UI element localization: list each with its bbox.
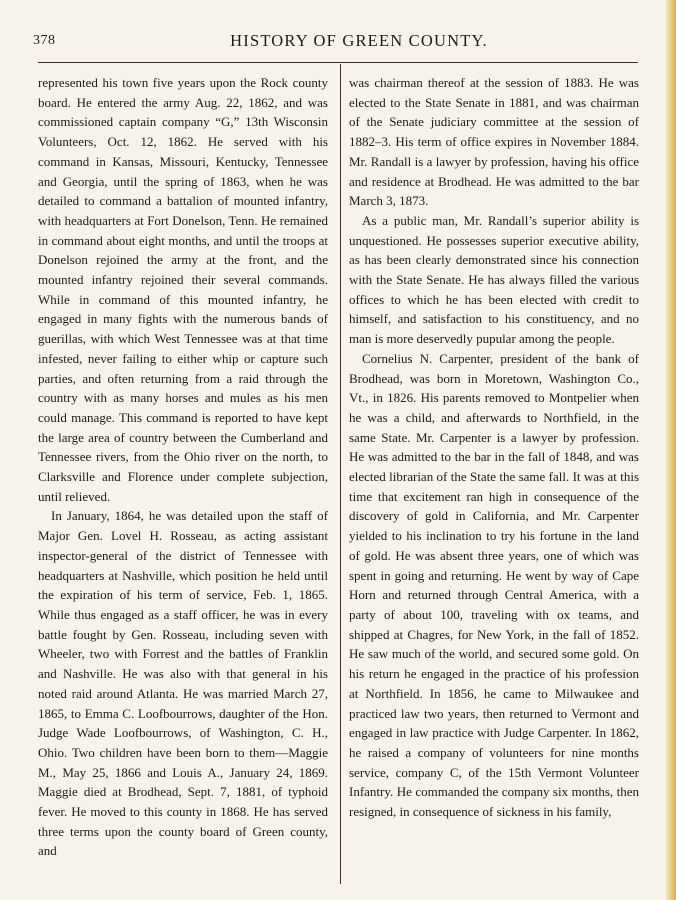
header-rule	[38, 62, 638, 63]
right-column	[349, 73, 639, 822]
column-divider	[340, 64, 341, 884]
running-title: HISTORY OF GREEN COUNTY.	[230, 31, 488, 50]
page-number: 378	[33, 33, 56, 48]
paragraph: was chairman thereof at the session of 1883. He was elected to the State Senate in 1881, and was chairman of the Senate judiciary committee at the session of 1882–3. His term of office expires in November 1884. Mr. Randall is a lawyer by profession, having his office and residence at Brodhead. He was admitted to the bar March 3, 1873.	[349, 75, 639, 209]
paragraph: As a public man, Mr. Randall’s superior ability is unquestioned. He possesses superior executive ability, as has been clearly demonstrated since his connection with the State Senate. He has always filled the various offices to which he has been elected with credit to himself, and satisfaction to his constituency, and no man is more deservedly pupular among the people.	[349, 212, 639, 347]
page-edge	[666, 0, 676, 900]
page-header	[33, 30, 645, 54]
left-column	[38, 73, 328, 861]
paragraph: represented his town five years upon the Rock county board. He entered the army Aug. 22, 1862, and was commissioned captain company “G,” 13th Wisconsin Volunteers, Oct. 12, 1862. He served with his command in Kansas, Missouri, Kentucky, Tennessee and Georgia, until the spring of 1863, when he was detailed to command a battalion of mounted infantry, with headquarters at Fort Donelson, Tenn. He remained in command about eight months, and until the troops at Donelson rejoined the army at the front, and the mounted infantry rejoined their several commands. While in command of this mounted infantry, he engaged in many fights with the numerous bands of guerillas, with which West Tennessee was at that time infested, never failing to either whip or capture such parties, and often returning from a raid through the country with as many horses and mules as his men could manage. This command is reported to have kept the large area of country between the Cumberland and Tennessee rivers, from the Ohio river on the north, to Clarksville and Florence under complete subjection, until relieved.	[38, 75, 328, 504]
paragraph: In January, 1864, he was detailed upon the staff of Major Gen. Lovel H. Rosseau, as acting assistant inspector-general of the district of Tennessee with headquarters at Nashville, which position he held until the expiration of his term of service, Feb. 1, 1865. While thus engaged as a staff officer, he was in every battle fought by Gen. Rosseau, including seven with Wheeler, two with Forrest and the battles of Franklin and Nashville. He was also with that general in his noted raid around Atlanta. He was married March 27, 1865, to Emma C. Loofbourrows, daughter of the Hon. Judge Wade Loofbourrows, of Washington, C. H., Ohio. Two children have been born to them—Maggie M., May 25, 1866 and Louis A., January 24, 1869. Maggie died at Brodhead, Sept. 7, 1881, of typhoid fever. He moved to this county in 1868. He has served three terms upon the county board of Green county, and	[38, 508, 328, 859]
paragraph: Cornelius N. Carpenter, president of the bank of Brodhead, was born in Moretown, Washington Co., Vt., in 1826. His parents removed to Montpelier when he was a child, and afterwards to Northfield, in the same State. Mr. Carpenter is a lawyer by profession. He was admitted to the bar in the fall of 1848, and was elected librarian of the State the same fall. It was at this time that excitement ran high in consequence of the discovery of gold in California, and Mr. Carpenter yielded to his inclination to try his fortune in the land of gold. He was absent three years, one of which was spent in going and returning. He went by way of Cape Horn and returned through Central America, with a party of about 100, traveling with ox teams, and shipped at Chagres, for New York, in the fall of 1852. He saw much of the world, and secured some gold. On his return he engaged in the practice of his profession at Northfield. In 1856, he came to Milwaukee and practiced law two years, then returned to Vermont and engaged in law practice with Judge Carpenter. In 1862, he raised a company of volunteers for nine months service, company C, of the 15th Vermont Volunteer Infantry. He commanded the company six months, then resigned, in consequence of sickness in his family,	[349, 350, 639, 820]
